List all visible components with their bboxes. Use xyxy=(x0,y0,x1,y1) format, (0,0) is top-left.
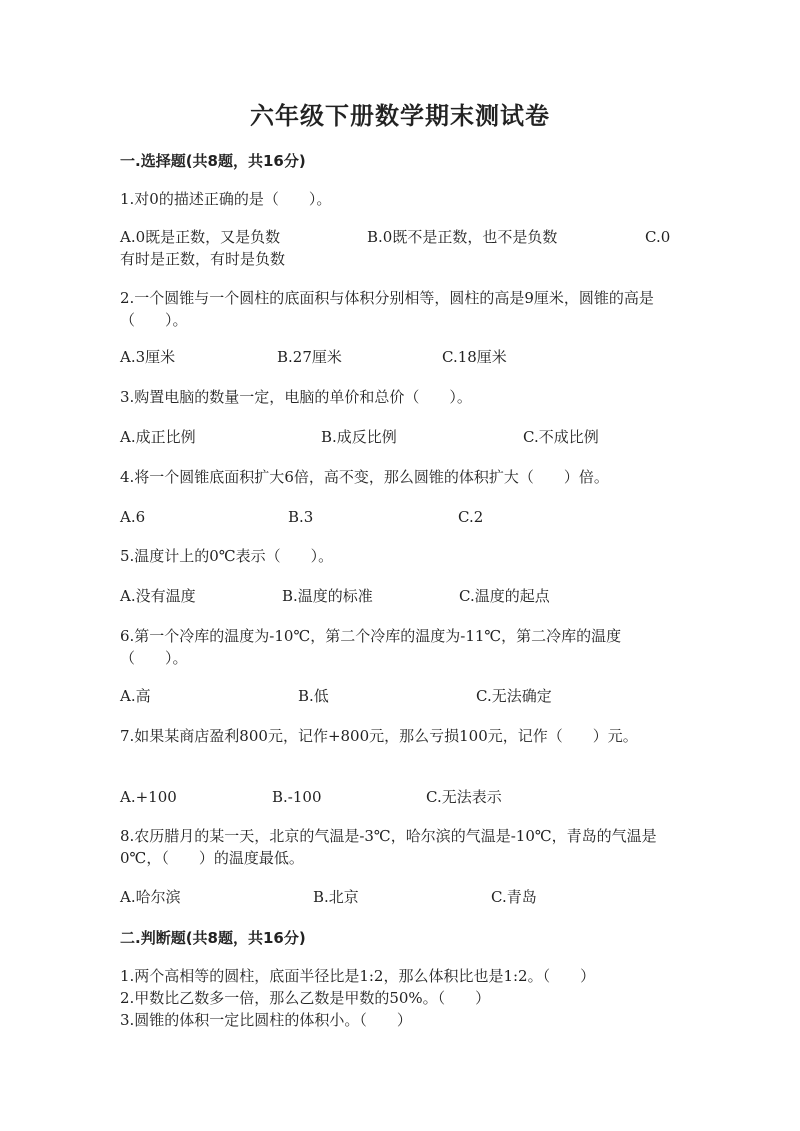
option-b: B.3 xyxy=(288,508,314,526)
option-c: C.温度的起点 xyxy=(459,587,550,605)
question-stem: 3.购置电脑的数量一定，电脑的单价和总价（ ）。 xyxy=(120,388,472,406)
option-a: A.成正比例 xyxy=(120,428,196,446)
question-options xyxy=(120,426,680,448)
option-b: B.27厘米 xyxy=(277,348,342,366)
option-c: C.青岛 xyxy=(491,888,537,906)
judgment-item: 1.两个高相等的圆柱，底面半径比是1:2，那么体积比也是1:2。（ ） xyxy=(120,967,596,985)
judgment-item: 2.甲数比乙数多一倍，那么乙数是甲数的50%。（ ） xyxy=(120,989,491,1007)
question-stem: 2.一个圆锥与一个圆柱的底面积与体积分别相等，圆柱的高是9厘米，圆锥的高是（ ）。 xyxy=(120,289,654,329)
option-a: A.高 xyxy=(120,687,151,705)
option-a: A.没有温度 xyxy=(120,587,196,605)
section-heading-choice: 一.选择题(共8题，共16分) xyxy=(120,152,306,170)
question-options xyxy=(120,585,680,607)
question-options xyxy=(120,685,680,707)
option-c: C.18厘米 xyxy=(442,348,507,366)
option-b: B.温度的标准 xyxy=(282,587,373,605)
question-stem: 6.第一个冷库的温度为-10℃，第二个冷库的温度为-11℃，第二冷库的温度（ ）。 xyxy=(120,627,622,667)
judgment-item: 3.圆锥的体积一定比圆柱的体积小。（ ） xyxy=(120,1011,412,1029)
option-a: A.哈尔滨 xyxy=(120,888,181,906)
option-b: B.低 xyxy=(298,687,329,705)
question-options xyxy=(120,346,680,368)
option-a: A.+100 xyxy=(120,788,177,806)
option-a: A.3厘米 xyxy=(120,348,176,366)
question-stem: 8.农历腊月的某一天，北京的气温是-3℃，哈尔滨的气温是-10℃，青岛的气温是0℃，（ ）的温度最低。 xyxy=(120,827,657,867)
judgment-list xyxy=(120,965,680,1031)
question-options xyxy=(120,886,680,908)
option-c: C.0 xyxy=(645,228,671,246)
option-c: C.不成比例 xyxy=(523,428,599,446)
option-c-continued: 有时是正数，有时是负数 xyxy=(120,250,286,268)
page-title: 六年级下册数学期末测试卷 xyxy=(250,101,550,130)
section-heading-judgment: 二.判断题(共8题，共16分) xyxy=(120,929,306,947)
option-a: A.6 xyxy=(120,508,146,526)
option-b: B.成反比例 xyxy=(321,428,397,446)
question-options xyxy=(120,226,680,270)
question-options xyxy=(120,786,680,808)
question-stem: 4.将一个圆锥底面积扩大6倍，高不变，那么圆锥的体积扩大（ ）倍。 xyxy=(120,468,609,486)
option-c: C.2 xyxy=(458,508,484,526)
question-stem: 7.如果某商店盈利800元，记作+800元，那么亏损100元，记作（ ）元。 xyxy=(120,727,638,745)
question-stem: 5.温度计上的0℃表示（ ）。 xyxy=(120,547,334,565)
option-b: B.0既不是正数，也不是负数 xyxy=(367,228,558,246)
question-options xyxy=(120,506,680,528)
question-stem: 1.对0的描述正确的是（ ）。 xyxy=(120,190,332,208)
option-c: C.无法确定 xyxy=(476,687,552,705)
option-c: C.无法表示 xyxy=(426,788,502,806)
option-b: B.北京 xyxy=(313,888,359,906)
option-b: B.-100 xyxy=(272,788,322,806)
option-a: A.0既是正数，又是负数 xyxy=(120,228,281,246)
